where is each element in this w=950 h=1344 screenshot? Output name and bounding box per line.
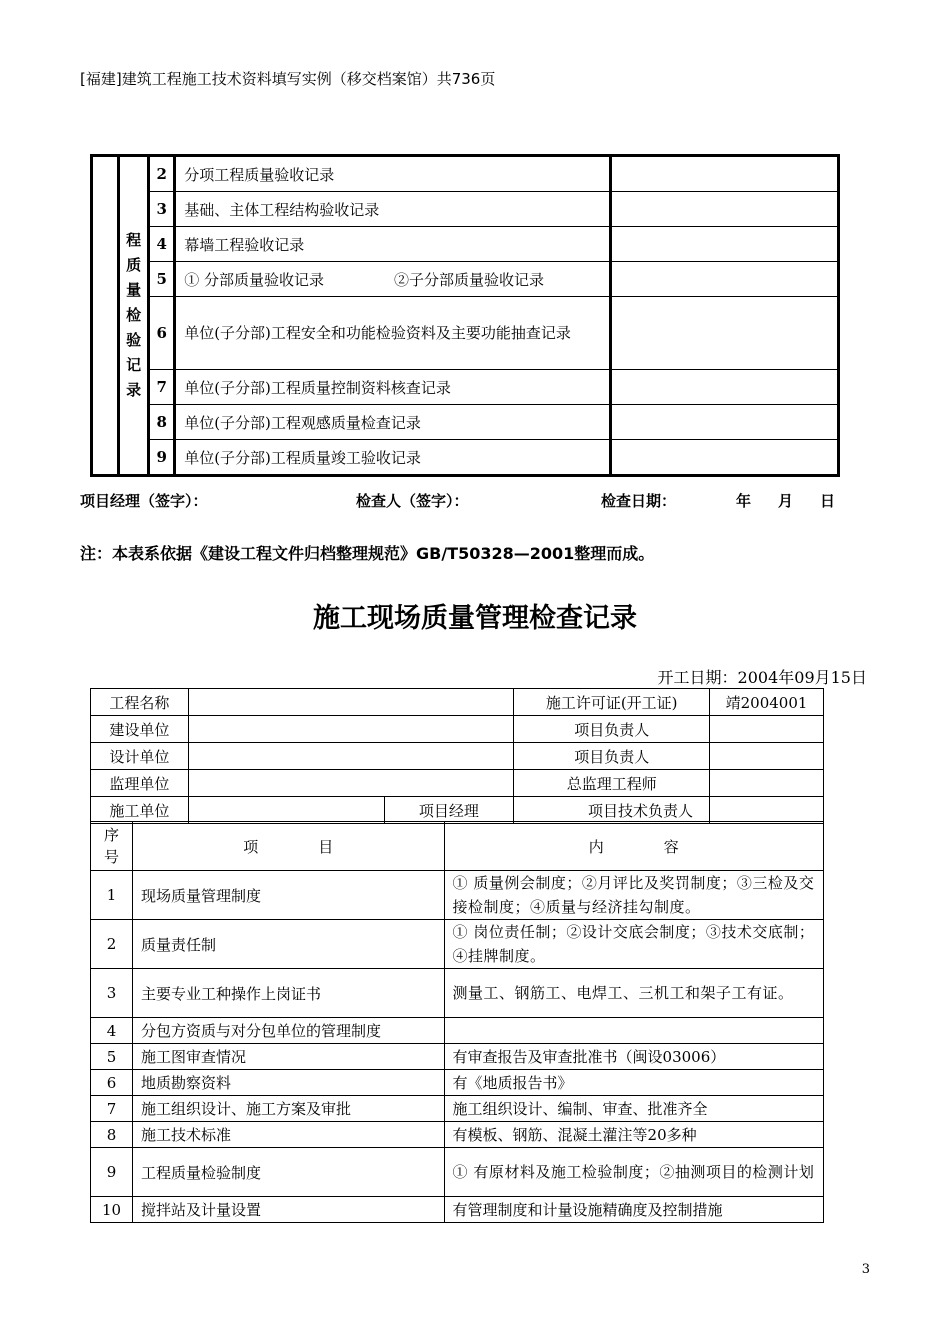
row-value (611, 262, 839, 297)
row-text: 单位(子分部)工程安全和功能检验资料及主要功能抽查记录 (175, 297, 611, 370)
row-value (611, 297, 839, 370)
content-header: 内 容 (444, 822, 823, 871)
row-content: ① 质量例会制度；②月评比及奖罚制度；③三检及交接检制度；④质量与经济挂勾制度。 (444, 871, 823, 920)
table-header-row (91, 822, 824, 871)
supervisor-value (188, 770, 513, 797)
table-row (91, 1122, 824, 1148)
project-name-value (188, 689, 513, 716)
row-content: ① 岗位责任制；②设计交底会制度；③技术交底制；④挂牌制度。 (444, 920, 823, 969)
table-row (91, 1018, 824, 1044)
tech-leader-value (710, 797, 824, 824)
table-row (91, 743, 824, 770)
table-row (92, 192, 839, 227)
table-row (91, 1044, 824, 1070)
table-row (92, 370, 839, 405)
row-number: 5 (149, 262, 175, 297)
quality-items-table (90, 821, 824, 1223)
contractor-value (188, 797, 384, 824)
row-content: 有审查报告及审查批准书（闽设03006） (444, 1044, 823, 1070)
row-seq: 6 (91, 1070, 133, 1096)
row-item: 施工技术标准 (132, 1122, 444, 1148)
row-seq: 3 (91, 969, 133, 1018)
supervisor-label: 监理单位 (91, 770, 189, 797)
seq-header: 序 号 (91, 822, 133, 871)
row-number: 4 (149, 227, 175, 262)
row-seq: 7 (91, 1096, 133, 1122)
row-text: 幕墙工程验收记录 (175, 227, 611, 262)
tech-leader-label: 项目技术负责人 (514, 797, 710, 824)
row-item: 工程质量检验制度 (132, 1148, 444, 1197)
date-month: 月 (778, 492, 794, 510)
project-name-label: 工程名称 (91, 689, 189, 716)
design-leader-label: 项目负责人 (514, 743, 710, 770)
table-row (92, 156, 839, 192)
row-seq: 1 (91, 871, 133, 920)
designer-label: 设计单位 (91, 743, 189, 770)
date-year: 年 (736, 492, 752, 510)
row-item: 主要专业工种操作上岗证书 (132, 969, 444, 1018)
table-row (91, 797, 824, 824)
row-text: 分项工程质量验收记录 (175, 156, 611, 192)
row-item: 现场质量管理制度 (132, 871, 444, 920)
row-content: 有管理制度和计量设施精确度及控制措施 (444, 1197, 823, 1223)
designer-value (188, 743, 513, 770)
row-value (611, 156, 839, 192)
manager-signature-label: 项目经理（签字）： (80, 492, 208, 510)
table-row (92, 440, 839, 476)
date-day: 日 (820, 492, 836, 510)
table-row (91, 1070, 824, 1096)
builder-value (188, 716, 513, 743)
table-row (92, 227, 839, 262)
table-row (91, 1148, 824, 1197)
table-row (92, 262, 839, 297)
project-manager-label: 项目经理 (384, 797, 514, 824)
row-text-a: ① 分部质量验收记录 (184, 270, 324, 289)
permit-label: 施工许可证(开工证) (514, 689, 710, 716)
builder-label: 建设单位 (91, 716, 189, 743)
inspection-records-table (90, 154, 840, 477)
row-item: 质量责任制 (132, 920, 444, 969)
row-seq: 8 (91, 1122, 133, 1148)
row-text (175, 262, 611, 297)
row-value (611, 370, 839, 405)
row-content: 有《地质报告书》 (444, 1070, 823, 1096)
page-title: 施工现场质量管理检查记录 (313, 603, 637, 634)
row-content: 施工组织设计、编制、审查、批准齐全 (444, 1096, 823, 1122)
table-row (91, 920, 824, 969)
row-seq: 10 (91, 1197, 133, 1223)
contractor-label: 施工单位 (91, 797, 189, 824)
category-label (119, 156, 149, 476)
row-content (444, 1018, 823, 1044)
category-text: 程 质 量 检 验 记 录 (126, 231, 142, 399)
table-row (91, 969, 824, 1018)
row-content: 有模板、钢筋、混凝土灌注等20多种 (444, 1122, 823, 1148)
table-row (92, 297, 839, 370)
page-number: 3 (861, 1262, 870, 1277)
inspection-date-label: 检查日期： (601, 492, 677, 510)
row-value (611, 405, 839, 440)
row-number: 3 (149, 192, 175, 227)
project-leader-label: 项目负责人 (514, 716, 710, 743)
row-number: 7 (149, 370, 175, 405)
project-leader-value (710, 716, 824, 743)
table-row (92, 405, 839, 440)
row-value (611, 227, 839, 262)
inspector-signature-label: 检查人（签字）： (356, 492, 469, 510)
table-row (91, 770, 824, 797)
row-value (611, 192, 839, 227)
row-item: 分包方资质与对分包单位的管理制度 (132, 1018, 444, 1044)
row-seq: 9 (91, 1148, 133, 1197)
row-number: 8 (149, 405, 175, 440)
item-header: 项 目 (132, 822, 444, 871)
blank-column (92, 156, 119, 476)
document-header: [福建]建筑工程施工技术资料填写实例（移交档案馆）共736页 (80, 70, 496, 88)
row-content: 测量工、钢筋工、电焊工、三机工和架子工有证。 (444, 969, 823, 1018)
row-number: 9 (149, 440, 175, 476)
design-leader-value (710, 743, 824, 770)
row-item: 施工组织设计、施工方案及审批 (132, 1096, 444, 1122)
row-number: 6 (149, 297, 175, 370)
project-info-table (90, 688, 824, 824)
row-item: 施工图审查情况 (132, 1044, 444, 1070)
row-content: ① 有原材料及施工检验制度；②抽测项目的检测计划 (444, 1148, 823, 1197)
table-row (91, 716, 824, 743)
row-text: 单位(子分部)工程观感质量检查记录 (175, 405, 611, 440)
row-text: 单位(子分部)工程质量竣工验收记录 (175, 440, 611, 476)
row-seq: 4 (91, 1018, 133, 1044)
start-date: 开工日期：2004年09月15日 (657, 668, 867, 687)
permit-value: 靖2004001 (710, 689, 824, 716)
chief-supervisor-label: 总监理工程师 (514, 770, 710, 797)
table-note: 注：本表系依据《建设工程文件归档整理规范》GB/T50328—2001整理而成。 (80, 544, 655, 563)
row-item: 搅拌站及计量设置 (132, 1197, 444, 1223)
chief-supervisor-value (710, 770, 824, 797)
row-seq: 2 (91, 920, 133, 969)
row-text: 单位(子分部)工程质量控制资料核查记录 (175, 370, 611, 405)
row-text: 基础、主体工程结构验收记录 (175, 192, 611, 227)
row-text-b: ②子分部质量验收记录 (393, 270, 544, 289)
table-row (91, 689, 824, 716)
row-number: 2 (149, 156, 175, 192)
table-row (91, 1096, 824, 1122)
row-item: 地质勘察资料 (132, 1070, 444, 1096)
table-row (91, 871, 824, 920)
row-seq: 5 (91, 1044, 133, 1070)
row-value (611, 440, 839, 476)
table-row (91, 1197, 824, 1223)
